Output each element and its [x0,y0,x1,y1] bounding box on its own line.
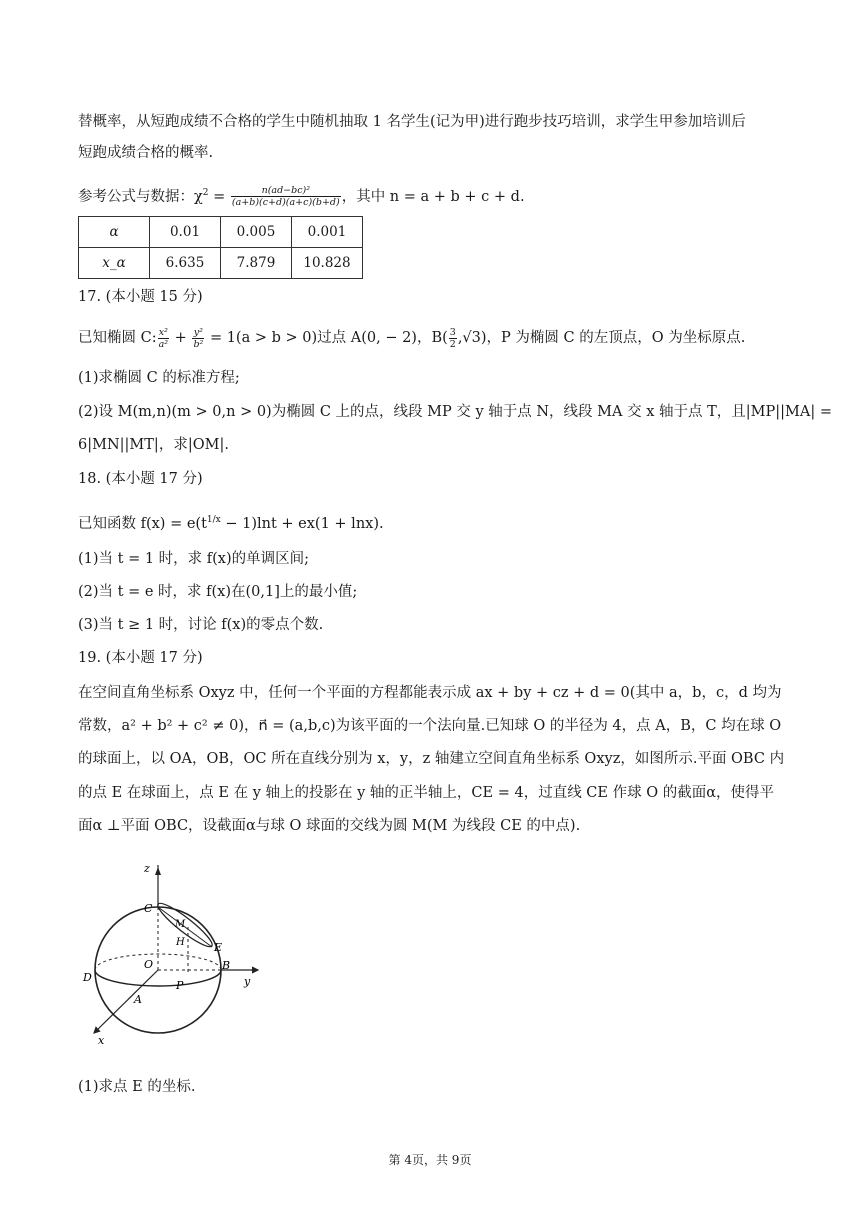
table-cell: 0.005 [221,217,292,248]
table-cell: 0.001 [292,217,363,248]
q18-part1: (1)当 t = 1 时，求 f(x)的单调区间; [78,551,310,567]
ellipse-y-fraction [192,327,204,350]
label-y: y [244,975,251,988]
table-cell: 0.01 [150,217,221,248]
sphere-figure [80,855,280,1050]
equator-front [95,970,221,986]
label-z: z [144,862,150,875]
fraction-denominator: b² [193,338,204,350]
ellipse-x-fraction [158,327,169,350]
table-cell: 10.828 [292,248,363,279]
label-x: x [98,1034,105,1047]
chi-square-fraction [231,185,341,208]
q17-part1: (1)求椭圆 C 的标准方程; [78,370,240,386]
formula-eq: = [208,188,230,205]
q18-part3: (3)当 t ≥ 1 时，讨论 f(x)的零点个数. [78,617,324,633]
label-e: E [214,941,223,954]
q19-line5: 面α ⊥平面 OBC，设截面α与球 O 球面的交线为圆 M(M 为线段 CE 的中点). [78,818,581,834]
label-c: C [144,902,153,915]
point-b-fraction [449,327,457,350]
q17-part2-line1: (2)设 M(m,n)(m > 0,n > 0)为椭圆 C 上的点，线段 MP 交 y 轴于点 N，线段 MA 交 x 轴于点 T，且|MP||MA| = [78,404,832,420]
para1-line1: 替概率，从短跑成绩不合格的学生中随机抽取 1 名学生(记为甲)进行跑步技巧培训，求学生甲参加培训后 [78,114,746,130]
function-exponent: 1/x [206,515,221,525]
fraction-numerator: y² [193,326,203,338]
label-h: H [176,937,185,948]
label-b: B [222,959,231,972]
q17-text-b: = 1(a > b > 0)过点 A(0, − 2)，B( [205,330,448,346]
page-footer: 第 4页，共 9页 [388,1153,472,1167]
label-d: D [83,971,92,984]
fraction-denominator: (a+b)(c+d)(a+c)(b+d) [231,197,340,209]
fraction-denominator: a² [158,338,169,350]
table-cell: x_α [79,248,150,279]
label-m: M [175,919,186,930]
q18-function [78,510,384,534]
function-text-b: − 1)lnt + ex(1 + lnx). [220,515,384,532]
table-row [79,217,363,248]
reference-formula: 参考公式与数据：$\chi^2$ = $\frac{\text{n(ad−bc)²}}{(a+b)(c+d)(a+c)(b+d)}$ ，其中 n = a + b + c + d. [78,185,525,209]
label-a: A [134,993,142,1006]
critical-value-table [78,216,363,279]
z-axis-arrow [155,867,161,875]
label-p: P [176,979,184,992]
q17-text-c: ,√3)，P 为椭圆 C 的左顶点，O 为坐标原点. [457,330,746,346]
q19-heading: 19. (本小题 17 分) [78,650,203,666]
para1-line2: 短跑成绩合格的概率. [78,145,214,161]
label-o: O [144,958,154,971]
plus-sign: + [170,330,192,346]
formula-suffix: ，其中 n = a + b + c + d. [341,188,525,205]
q19-part1: (1)求点 E 的坐标. [78,1079,196,1095]
q18-heading: 18. (本小题 17 分) [78,471,203,487]
q19-line2: 常数，a² + b² + c² ≠ 0)，n⃗ = (a,b,c)为该平面的一个法向量.已知球 O 的半径为 4，点 A，B，C 均在球 O [78,718,782,734]
q17-heading: 17. (本小题 15 分) [78,289,203,305]
table-cell: 6.635 [150,248,221,279]
q17-part2-line2: 6|MN||MT|，求|OM|. [78,437,229,453]
q17-text-a: 已知椭圆 C: [78,330,157,346]
q17-statement [78,322,745,354]
table-row [79,248,363,279]
table-cell: 7.879 [221,248,292,279]
fraction-numerator: x² [158,326,168,338]
q19-line4: 的点 E 在球面上，点 E 在 y 轴上的投影在 y 轴的正半轴上，CE = 4，过直线 CE 作球 O 的截面α，使得平 [78,785,774,801]
function-text-a: 已知函数 f(x) = e(t [78,515,207,532]
fraction-denominator: 2 [449,338,456,350]
table-cell: α [79,217,150,248]
q18-part2: (2)当 t = e 时，求 f(x)在(0,1]上的最小值; [78,584,358,600]
q19-line1: 在空间直角坐标系 Oxyz 中，任何一个平面的方程都能表示成 ax + by + cz + d = 0(其中 a，b，c，d 均为 [78,685,782,701]
formula-chi: χ [194,188,203,205]
fraction-numerator: n(ad−bc)² [231,185,341,197]
formula-prefix: 参考公式与数据： [78,188,194,205]
fraction-numerator: 3 [449,326,456,338]
q19-line3: 的球面上，以 OA，OB，OC 所在直线分别为 x，y，z 轴建立空间直角坐标系 Oxyz，如图所示.平面 OBC 内 [78,751,785,767]
